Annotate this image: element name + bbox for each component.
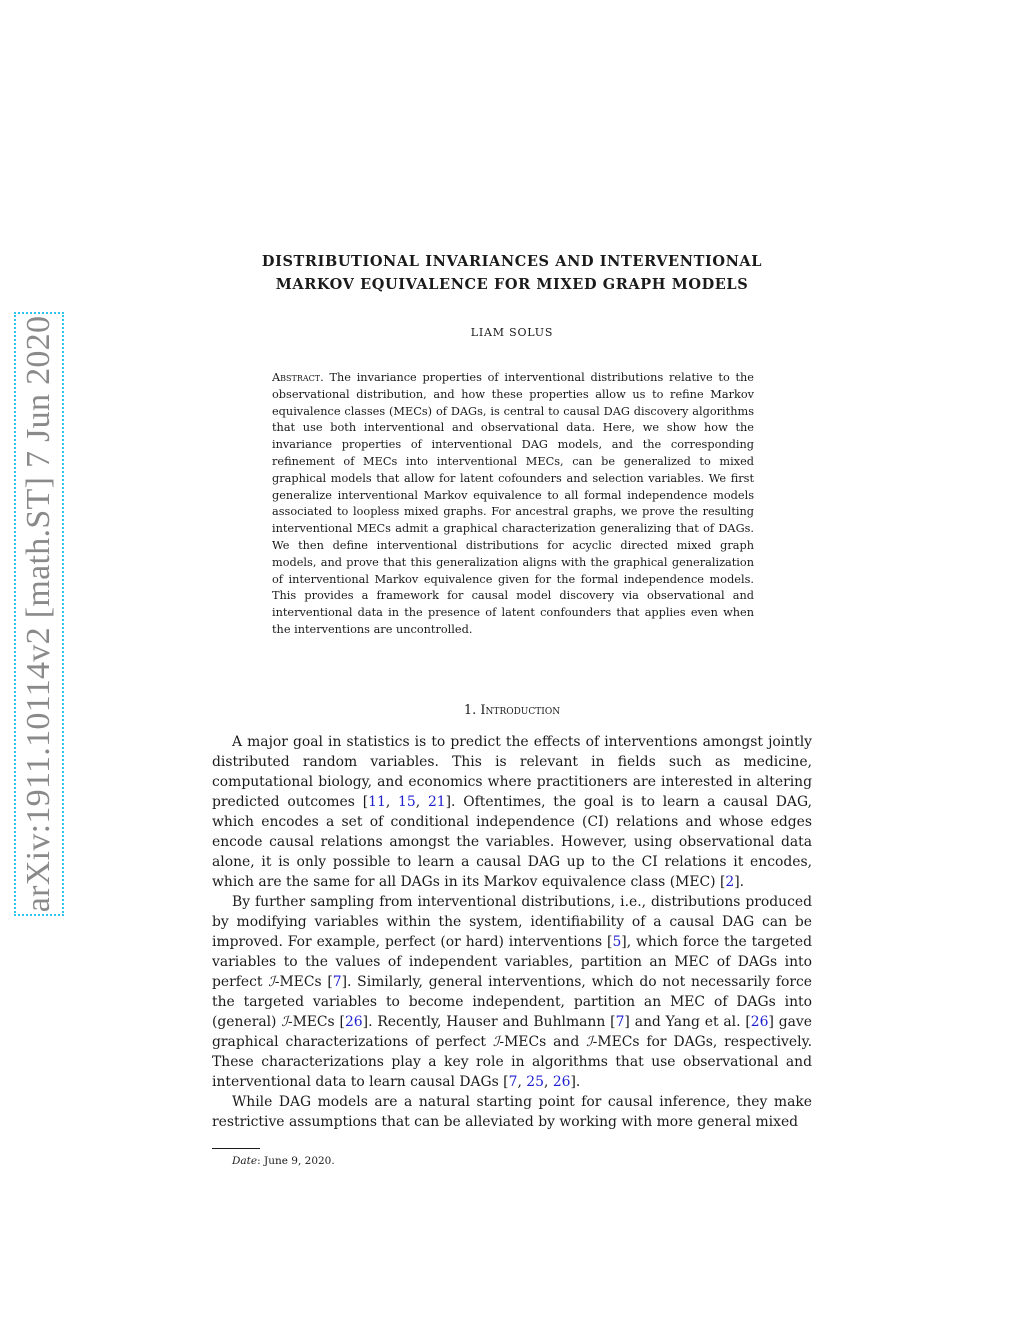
citation-link[interactable]: 5 [612,934,622,950]
footnote-rule [212,1148,260,1149]
body-text [212,732,812,1132]
section-heading: 1. Introduction [463,703,561,718]
author: LIAM SOLUS [470,326,554,339]
citation-link[interactable]: 7 [508,1074,518,1090]
title-line-1: DISTRIBUTIONAL INVARIANCES AND INTERVENTIONAL [261,253,763,270]
abstract-text: The invariance properties of interventional distributions relative to the observational distribution, and how these properties allow us to refine Markov equivalence classes (MECs) of DAGs, is central to causal DAG discovery algorithms that use both interventional and observational data. Here, we show how the invariance properties of interventional DAG models, and the corresponding refinement of MECs into interventional MECs, can be generalized to mixed graphical models that allow for latent cofounders and selection variables. We first generalize interventional Markov equivalence to all formal independence models associated to loopless mixed graphs. For ancestral graphs, we prove the resulting interventional MECs admit a graphical characterization generalizing that of DAGs. We then define interventional distributions for acyclic directed mixed graph models, and prove that this generalization aligns with the graphical generalization of interventional Markov equivalence given for the formal independence models. This provides a framework for causal model discovery via observational and interventional data in the presence of latent confounders that applies even when the interventions are uncontrolled. [272,371,754,636]
footnote [232,1155,335,1167]
footnote-text: : June 9, 2020. [257,1155,335,1167]
citation-link[interactable]: 21 [427,794,446,810]
citation-link[interactable]: 7 [615,1014,625,1030]
paragraph-2: By further sampling from interventional distributions, i.e., distributions produced by modifying variables within the system, identifiability of a causal DAG can be improved. For example, perfect (or hard) interventions [5], which force the targeted variables to the values of independent variables, partition an MEC of DAGs into perfect ℐ-MECs [7]. Similarly, general interventions, which do not necessarily force the targeted variables to become independent, partition an MEC of DAGs into (general) ℐ-MECs [26]. Recently, Hauser and Buhlmann [7] and Yang et al. [26] gave graphical characterizations of perfect ℐ-MECs and ℐ-MECs for DAGs, respectively. These characterizations play a key role in algorithms that use observational and interventional data to learn causal DAGs [7, 25, 26]. [212,894,812,1090]
citation-link[interactable]: 26 [750,1014,769,1030]
title-line-2: MARKOV EQUIVALENCE FOR MIXED GRAPH MODELS [275,276,749,293]
citation-link[interactable]: 26 [344,1014,363,1030]
paper-title [150,250,874,296]
arxiv-identifier: arXiv:1911.10114v2 [math.ST] 7 Jun 2020 [20,315,57,913]
citation-link[interactable]: 11 [368,794,386,810]
paragraph-3: While DAG models are a natural starting point for causal inference, they make restrictive assumptions that can be alleviated by working with more general mixed [212,1094,812,1130]
citation-link[interactable]: 15 [398,794,416,810]
citation-link[interactable]: 25 [526,1074,544,1090]
paragraph-1: A major goal in statistics is to predict the effects of interventions amongst jointly distributed random variables. This is relevant in fields such as medicine, computational biology, and economics where practitioners are interested in altering predicted outcomes [11, 15, 21]. Oftentimes, the goal is to learn a causal DAG, which encodes a set of conditional independence (CI) relations and whose edges encode causal relations amongst the variables. However, using observational data alone, it is only possible to learn a causal DAG up to the CI relations it encodes, which are the same for all DAGs in its Markov equivalence class (MEC) [2]. [212,734,812,890]
citation-link[interactable]: 26 [552,1074,571,1090]
footnote-label: Date [232,1155,258,1167]
arxiv-stamp [14,312,64,916]
abstract [272,370,754,639]
citation-link[interactable]: 2 [725,874,735,890]
citation-link[interactable]: 7 [332,974,342,990]
abstract-label: Abstract. [272,371,324,384]
